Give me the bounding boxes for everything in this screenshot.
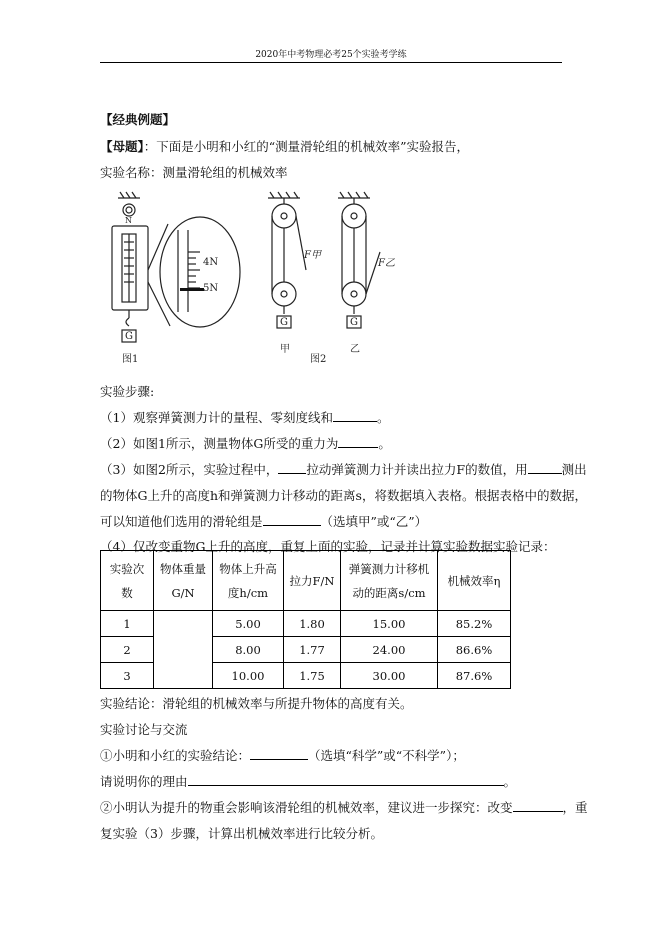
q2-text: ②小明认为提升的物重会影响该滑轮组的机械效率，建议进一步探究：改变 bbox=[100, 800, 513, 815]
cell-eta: 85.2% bbox=[438, 611, 511, 637]
cell-s: 30.00 bbox=[341, 663, 438, 689]
step-1-text: （1）观察弹簧测力计的量程、零刻度线和 bbox=[100, 410, 333, 425]
cell-f: 1.80 bbox=[284, 611, 341, 637]
header-weight: 物体重量 G/N bbox=[154, 551, 213, 611]
cell-h: 5.00 bbox=[213, 611, 284, 637]
header-height: 物体上升高 度h/cm bbox=[213, 551, 284, 611]
discussion-q2 bbox=[100, 798, 588, 816]
pulley-jia-drawing bbox=[268, 192, 306, 328]
step-3-b: 拉动弹簧测力计并读出拉力F的数值，用 bbox=[306, 462, 528, 477]
step-2-text: （2）如图1所示，测量物体G所受的重力为 bbox=[100, 436, 339, 451]
label-jia: 甲 bbox=[280, 344, 290, 355]
header-efficiency: 机械效率η bbox=[438, 551, 511, 611]
conclusion: 实验结论：滑轮组的机械效率与所提升物体的高度有关。 bbox=[100, 696, 413, 711]
header-force: 拉力F/N bbox=[284, 551, 341, 611]
discussion-heading: 实验讨论与交流 bbox=[100, 722, 188, 737]
cell-s: 24.00 bbox=[341, 637, 438, 663]
yi-weight-label: G bbox=[350, 317, 358, 328]
blank-2[interactable] bbox=[338, 435, 378, 448]
steps-heading: 实验步骤: bbox=[100, 384, 155, 399]
header-divider bbox=[100, 62, 562, 63]
scale-4n-label: 4N bbox=[203, 257, 219, 268]
step-3-line1 bbox=[100, 460, 587, 478]
cell-n: 3 bbox=[101, 663, 154, 689]
label-yi: 乙 bbox=[350, 344, 360, 355]
cell-h: 10.00 bbox=[213, 663, 284, 689]
table-row bbox=[101, 611, 511, 637]
q1-hint: （选填“科学”或“不科学”）； bbox=[308, 748, 465, 763]
fig2-caption: 图2 bbox=[310, 354, 327, 365]
scale-5n-label: 5N bbox=[203, 283, 219, 294]
blank-q1[interactable] bbox=[250, 747, 308, 760]
header-distance: 弹簧测力计移机 动的距离s/cm bbox=[341, 551, 438, 611]
step-3-line3 bbox=[100, 512, 427, 530]
problem-intro-line bbox=[100, 137, 469, 155]
fig1-weight-label: G bbox=[125, 331, 133, 342]
problem-tag: 【母题】 bbox=[100, 139, 144, 154]
discussion-reason bbox=[100, 772, 516, 790]
cell-s: 15.00 bbox=[341, 611, 438, 637]
step-1-end: 。 bbox=[376, 410, 390, 425]
experiment-name: 实验名称：测量滑轮组的机械效率 bbox=[100, 165, 288, 180]
fig1-caption: 图1 bbox=[122, 354, 139, 365]
section-title: 【经典例题】 bbox=[100, 112, 176, 127]
problem-intro: ：下面是小明和小红的“测量滑轮组的机械效率”实验报告， bbox=[143, 139, 470, 154]
step-3-a: （3）如图2所示，实验过程中， bbox=[100, 462, 279, 477]
step-3-e: 可以知道他们选用的滑轮组是 bbox=[100, 514, 263, 529]
cell-eta: 87.6% bbox=[438, 663, 511, 689]
step-3-c: 测出 bbox=[561, 462, 587, 477]
experiment-figure bbox=[100, 190, 440, 370]
blank-q2[interactable] bbox=[513, 799, 563, 812]
blank-3a[interactable] bbox=[278, 461, 306, 474]
page-header: 2020年中考物理必考25个实验考学练 bbox=[255, 50, 407, 60]
cell-n: 1 bbox=[101, 611, 154, 637]
cell-h: 8.00 bbox=[213, 637, 284, 663]
cell-f: 1.77 bbox=[284, 637, 341, 663]
cell-weight-merged bbox=[154, 611, 213, 689]
q2-end: ，重 bbox=[562, 800, 588, 815]
reason-end: 。 bbox=[503, 774, 517, 789]
step-1 bbox=[100, 408, 389, 426]
experiment-table bbox=[100, 550, 511, 689]
header-trial: 实验次 数 bbox=[101, 551, 154, 611]
jia-weight-label: G bbox=[280, 317, 288, 328]
blank-3b[interactable] bbox=[528, 461, 562, 474]
q1-text: ①小明和小红的实验结论： bbox=[100, 748, 251, 763]
step-3-line2: 的物体G上升的高度h和弹簧测力计移动的距离s，将数据填入表格。根据表格中的数据， bbox=[100, 488, 587, 503]
step-2 bbox=[100, 434, 391, 452]
reason-text: 请说明你的理由 bbox=[100, 774, 188, 789]
spring-scale-drawing bbox=[112, 192, 240, 342]
discussion-q1 bbox=[100, 746, 465, 764]
blank-reason[interactable] bbox=[188, 773, 504, 786]
blank-1[interactable] bbox=[333, 409, 377, 422]
force-jia-label: F甲 bbox=[304, 250, 321, 261]
force-yi-label: F乙 bbox=[378, 258, 395, 269]
step-3-f: （选填甲”或“乙”） bbox=[320, 514, 428, 529]
step-4: （4）仅改变重物G上升的高度，重复上面的实验，记录并计算实验数据实验记录： bbox=[100, 539, 556, 554]
step-2-end: 。 bbox=[378, 436, 391, 451]
discussion-q2-cont: 复实验（3）步骤，计算出机械效率进行比较分析。 bbox=[100, 826, 383, 841]
cell-n: 2 bbox=[101, 637, 154, 663]
blank-3c[interactable] bbox=[263, 513, 321, 526]
fig1-top-label: N bbox=[125, 216, 132, 225]
cell-f: 1.75 bbox=[284, 663, 341, 689]
cell-eta: 86.6% bbox=[438, 637, 511, 663]
pulley-yi-drawing bbox=[338, 192, 380, 328]
table-header-row bbox=[101, 551, 511, 611]
